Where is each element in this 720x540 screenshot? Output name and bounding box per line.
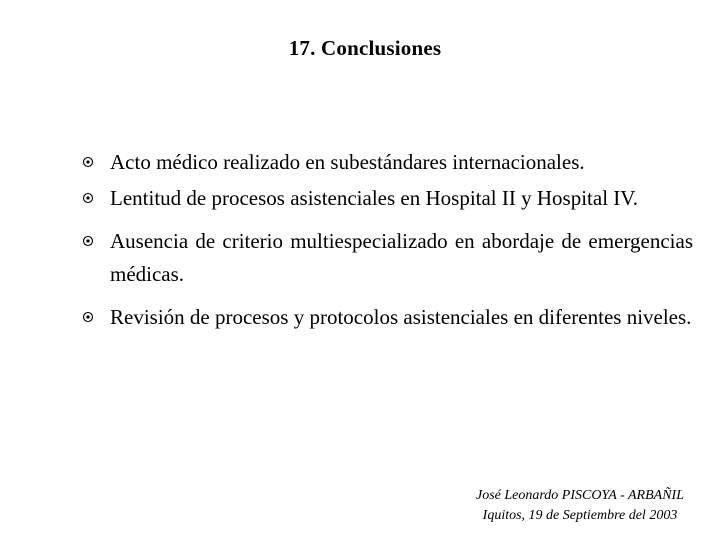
slide-title: 17. Conclusiones: [288, 36, 442, 60]
circle-bullet-icon: [82, 235, 94, 247]
list-item-text: Ausencia de criterio multiespecializado en abordaje de emergencias médicas.: [110, 229, 693, 286]
circle-bullet-icon: [82, 311, 94, 323]
list-item: [82, 301, 693, 334]
conclusions-list: [82, 146, 693, 344]
signature-place-date: Iquitos, 19 de Septiembre del 2003: [482, 508, 678, 523]
list-item: [82, 146, 693, 179]
signature-block: [440, 486, 720, 526]
list-item-text: Revisión de procesos y protocolos asistenciales en diferentes niveles.: [110, 305, 692, 329]
list-item: [82, 182, 693, 215]
circle-bullet-icon: [82, 192, 94, 204]
list-item: [82, 225, 693, 291]
list-item-text: Lentitud de procesos asistenciales en Hospital II y Hospital IV.: [110, 186, 638, 210]
signature-author: José Leonardo PISCOYA - ARBAÑIL: [476, 488, 684, 503]
list-item-text: Acto médico realizado en subestándares internacionales.: [110, 150, 585, 174]
circle-bullet-icon: [82, 156, 94, 168]
